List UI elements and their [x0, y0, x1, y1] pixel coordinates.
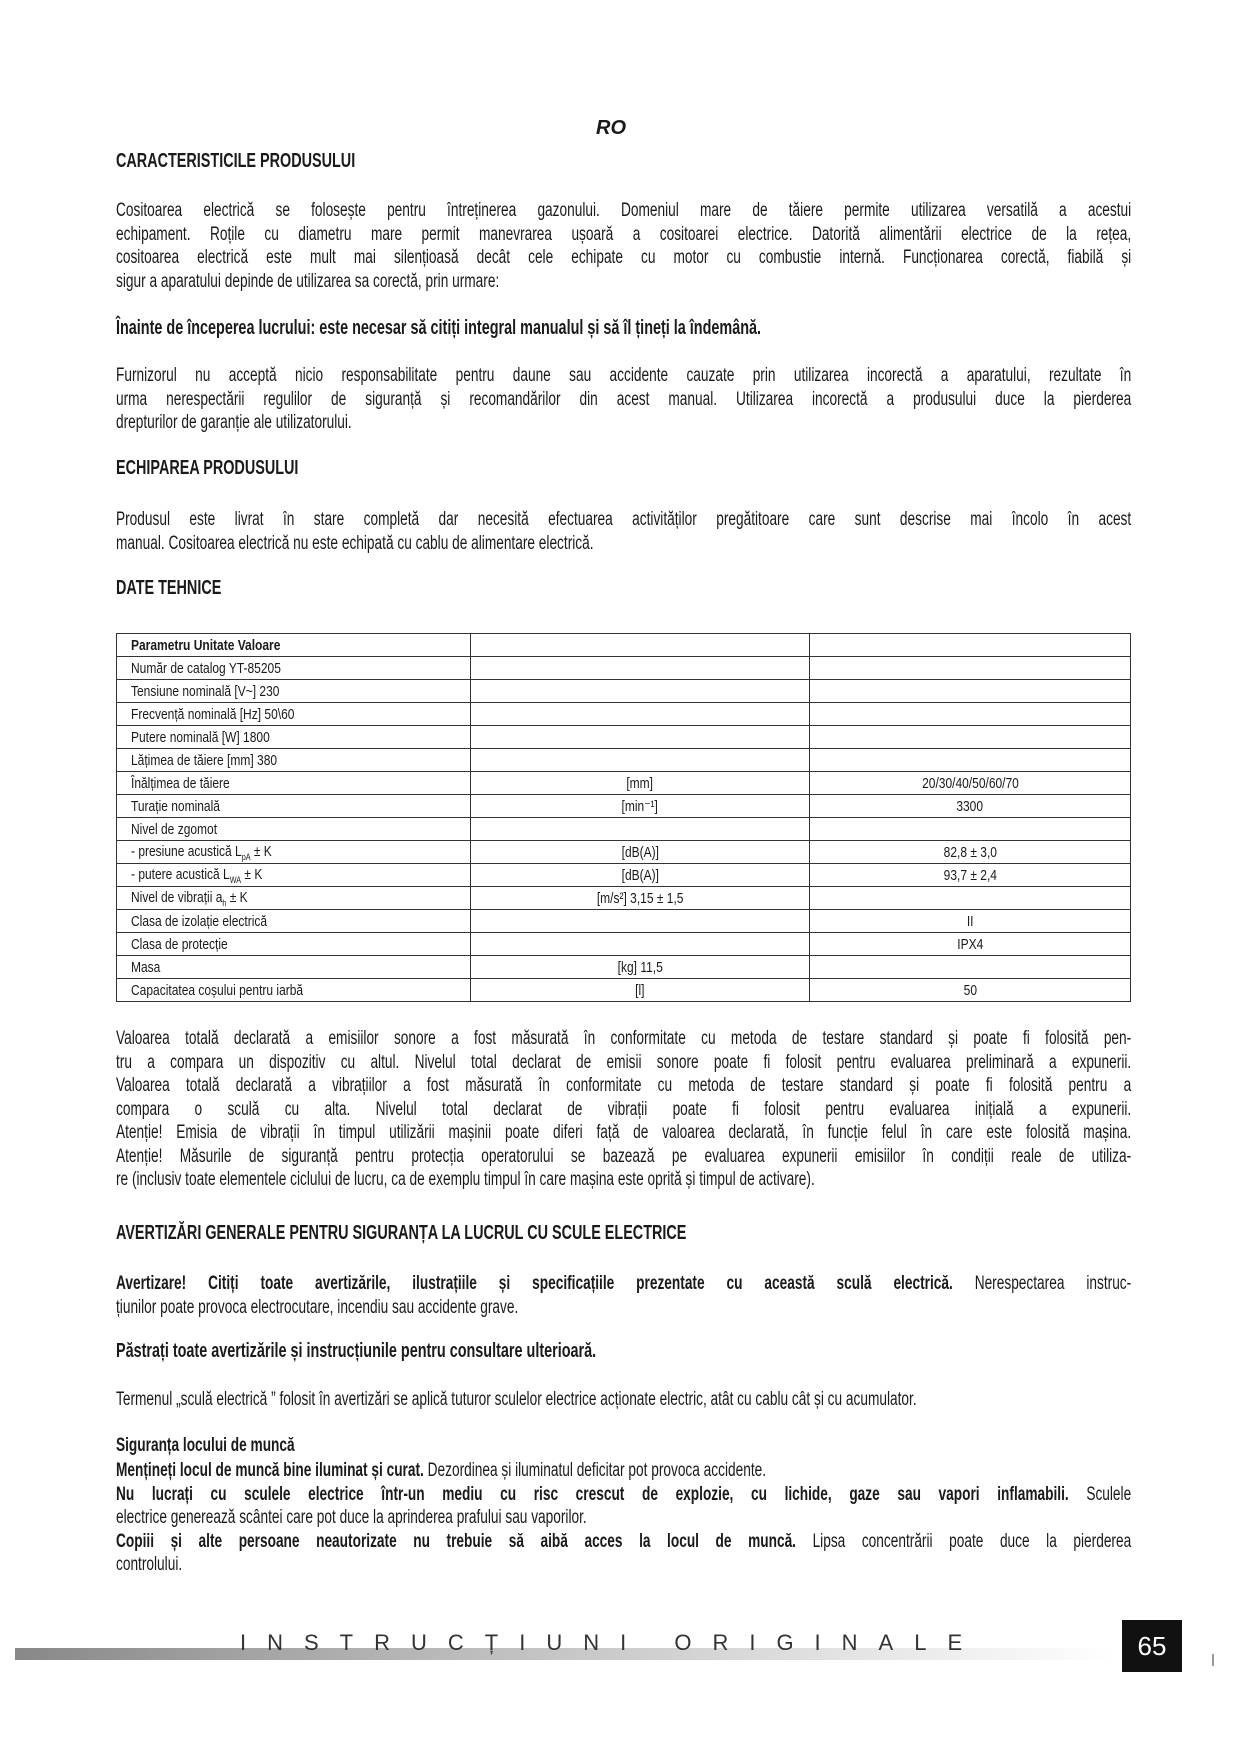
edge-tick — [1212, 1654, 1214, 1666]
cell-unit: [dB(A)] — [471, 841, 810, 864]
param-name: Turație nominală — [131, 797, 220, 815]
cell-value: IPX4 — [810, 933, 1131, 956]
param-name: Clasa de protecție — [131, 935, 228, 953]
param-name: Număr de catalog YT-85205 — [131, 659, 281, 677]
text: Nerespectarea instruc- — [952, 1273, 1132, 1294]
param-name: Lățimea de tăiere [mm] 380 — [131, 751, 278, 769]
cell-value — [810, 657, 1131, 680]
cell-parameter — [117, 818, 471, 841]
cell-value: 82,8 ± 3,0 — [810, 841, 1131, 864]
cell-unit: [dB(A)] — [471, 864, 810, 887]
cell-parameter — [117, 749, 471, 772]
cell-value: 50 — [810, 979, 1131, 1002]
heading-caracteristici: CARACTERISTICILE PRODUSULUI — [116, 150, 356, 172]
cell-unit: [kg] 11,5 — [471, 956, 810, 979]
subscript: pA — [241, 851, 251, 862]
cell-unit — [471, 726, 810, 749]
text-line: tru a compara un dispozitiv cu altul. Nivelul total declarat de emisii sonore poate fi folosit pentru evaluarea preliminară a expunerii. — [116, 1051, 1132, 1073]
table-row — [117, 910, 1131, 933]
text-line: Furnizorul nu acceptă nicio responsabilitate pentru daune sau accidente cauzate prin utilizarea incorectă a aparatului, rezultate în — [116, 365, 1132, 386]
table-row — [117, 703, 1131, 726]
table-row — [117, 818, 1131, 841]
text: controlului. — [116, 1554, 183, 1575]
subscript: WA — [229, 874, 242, 885]
table-row — [117, 726, 1131, 749]
cell-unit — [471, 818, 810, 841]
heading-echiparea: ECHIPAREA PRODUSULUI — [116, 457, 299, 479]
text-line: sigur a aparatului depinde de utilizarea sa corectă, prin urmare: — [116, 270, 500, 292]
cell-unit — [471, 910, 810, 933]
text-line: drepturilor de garanție ale utilizatorului. — [116, 412, 352, 433]
cell-unit — [471, 634, 810, 657]
text-line: compara o sculă cu alta. Nivelul total declarat de vibrații poate fi folosit pentru evaluarea inițială a expunerii. — [116, 1098, 1132, 1120]
param-name: Clasa de izolație electrică — [131, 912, 268, 930]
text-line: Valoarea totală declarată a emisiilor sonore a fost măsurată în conformitate cu metoda de testare standard și poate fi folosită pen- — [116, 1028, 1132, 1049]
cell-parameter — [117, 772, 471, 795]
param-name: Înălțimea de tăiere — [131, 774, 230, 792]
safety-list — [116, 1459, 1131, 1577]
language-tag: RO — [596, 117, 626, 139]
table-row — [117, 772, 1131, 795]
rule-bold: Mențineți locul de muncă bine iluminat și curat. — [116, 1460, 424, 1481]
text-line: echipament. Roțile cu diametru mare permit manevrarea ușoară a cositoarei electrice. Datorită alimentării electrice de la rețea, — [116, 223, 1132, 245]
param-name: Frecvență nominală [Hz] 50\60 — [131, 705, 295, 723]
text-line: urma nerespectării regulilor de siguranță și recomandărilor din acest manual. Utilizarea incorectă a produsului duce la pierderea — [116, 388, 1132, 410]
cell-parameter — [117, 680, 471, 703]
paragraph — [116, 1027, 1131, 1192]
cell-parameter — [117, 910, 471, 933]
table-row — [117, 657, 1131, 680]
param-name: Tensiune nominală [V~] 230 — [131, 682, 280, 700]
cell-parameter — [117, 841, 471, 864]
text-line: Atenție! Emisia de vibrații în timpul utilizării mașinii poate diferi față de valoarea declarată, în funcție felul în care este folosită mașina. — [116, 1122, 1132, 1143]
text: Lipsa concentrării poate duce la pierderea — [795, 1530, 1132, 1552]
paragraph — [116, 508, 1131, 555]
cell-value — [810, 956, 1131, 979]
cell-value: 20/30/40/50/60/70 — [810, 772, 1131, 795]
cell-unit — [471, 657, 810, 680]
cell-parameter — [117, 887, 471, 910]
table-row — [117, 634, 1131, 657]
cell-unit: [min⁻¹] — [471, 795, 810, 818]
param-name: Nivel de vibrații $a_h \pm K$ — [131, 888, 248, 908]
cell-value — [810, 749, 1131, 772]
text: țiunilor poate provoca electrocutare, incendiu sau accidente grave. — [116, 1296, 519, 1318]
cell-unit — [471, 703, 810, 726]
table-row — [117, 795, 1131, 818]
table-row — [117, 864, 1131, 887]
table-row — [117, 841, 1131, 864]
warning-bold: Avertizare! Citiți toate avertizările, ilustrațiile și specificațiile prezentate cu această sculă electrică. — [116, 1273, 953, 1294]
cell-value — [810, 887, 1131, 910]
text-line: cositoarea electrică este mult mai silențioasă decât cele echipate cu motor cu combustie internă. Funcționarea corectă, fiabilă și — [116, 247, 1132, 268]
paragraph — [116, 199, 1131, 293]
cell-unit — [471, 680, 810, 703]
cell-value — [810, 634, 1131, 657]
table-row — [117, 979, 1131, 1002]
cell-parameter — [117, 703, 471, 726]
keep-warnings-note: Păstrați toate avertizările și instrucțiunile pentru consultare ulterioară. — [116, 1340, 597, 1362]
cell-unit: [l] — [471, 979, 810, 1002]
param-name: Capacitatea coșului pentru iarbă — [131, 981, 304, 999]
text: Termenul „sculă electrică ” folosit în avertizări se aplică tuturor sculelor electrice acționate electric, atât cu cablu cât și cu acumulator. — [116, 1389, 917, 1410]
cell-parameter — [117, 933, 471, 956]
page-number: 65 — [1122, 1620, 1182, 1672]
bold-note: Înainte de începerea lucrului: este necesar să citiți integral manualul și să îl țineți la îndemână. — [116, 317, 762, 339]
text: Sculele — [1068, 1483, 1132, 1505]
cell-parameter — [117, 979, 471, 1002]
cell-unit — [471, 749, 810, 772]
cell-parameter — [117, 864, 471, 887]
text: Dezordinea și iluminatul deficitar pot provoca accidente. — [423, 1460, 767, 1481]
term-paragraph — [116, 1388, 1131, 1412]
text-line: Cositoarea electrică se folosește pentru întreținerea gazonului. Domeniul mare de tăiere permite utilizarea versatilă a acestui — [116, 200, 1132, 221]
table-row — [117, 933, 1131, 956]
text: electrice generează scântei care pot duce la aprinderea prafului sau vaporilor. — [116, 1507, 587, 1528]
cell-unit: [m/s²] 3,15 ± 1,5 — [471, 887, 810, 910]
cell-unit: [mm] — [471, 772, 810, 795]
warning-paragraph — [116, 1272, 1131, 1319]
text-line: manual. Cositoarea electrică nu este echipată cu cablu de alimentare electrică. — [116, 532, 594, 554]
cell-parameter — [117, 956, 471, 979]
text-line: Valoarea totală declarată a vibrațiilor a fost măsurată în conformitate cu metoda de testare standard și poate fi folosită pentru a — [116, 1075, 1132, 1096]
text-line: Atenție! Măsurile de siguranță pentru protecția operatorului se bazează pe evaluarea expunerii emisiilor în condiții reale de utiliza- — [116, 1145, 1132, 1167]
cell-parameter — [117, 726, 471, 749]
cell-value: 3300 — [810, 795, 1131, 818]
table-row — [117, 680, 1131, 703]
param-name: Putere nominală [W] 1800 — [131, 728, 270, 746]
cell-value: II — [810, 910, 1131, 933]
text-line: Produsul este livrat în stare completă dar necesită efectuarea activităților pregătitoare care sunt descrise mai încolo în acest — [116, 509, 1132, 530]
cell-value — [810, 726, 1131, 749]
param-name: Parametru Unitate Valoare — [131, 636, 281, 654]
footer-text: INSTRUCȚIUNI ORIGINALE — [240, 1630, 984, 1655]
cell-parameter — [117, 634, 471, 657]
cell-value — [810, 818, 1131, 841]
cell-unit — [471, 933, 810, 956]
cell-value — [810, 703, 1131, 726]
subheading-siguranta: Siguranța locului de muncă — [116, 1435, 295, 1456]
param-name: Masa — [131, 958, 161, 976]
heading-date-tehnice: DATE TEHNICE — [116, 577, 222, 599]
paragraph — [116, 364, 1131, 435]
subscript: h — [222, 897, 227, 908]
rule-bold: Nu lucrați cu sculele electrice într-un mediu cu risc crescut de explozie, cu lichide, gaze sau vapori inflamabili. — [116, 1483, 1069, 1505]
rule-bold: Copiii și alte persoane neautorizate nu trebuie să aibă acces la locul de muncă. — [116, 1530, 796, 1552]
cell-parameter — [117, 657, 471, 680]
table-row — [117, 887, 1131, 910]
cell-value: 93,7 ± 2,4 — [810, 864, 1131, 887]
param-name: Nivel de zgomot — [131, 820, 218, 838]
table-row — [117, 956, 1131, 979]
cell-value — [810, 680, 1131, 703]
cell-parameter — [117, 795, 471, 818]
param-name: - presiune acustică $L_{pA} \pm K$ — [131, 842, 272, 862]
param-name: - putere acustică $L_{WA} \pm K$ — [131, 865, 263, 885]
technical-data-table — [116, 633, 1131, 1002]
table-row — [117, 749, 1131, 772]
heading-avertizari: AVERTIZĂRI GENERALE PENTRU SIGURANȚA LA LUCRUL CU SCULE ELECTRICE — [116, 1222, 687, 1244]
text-line: re (inclusiv toate elementele ciclului de lucru, ca de exemplu timpul în care mașina este oprită și timpul de activare). — [116, 1169, 815, 1190]
